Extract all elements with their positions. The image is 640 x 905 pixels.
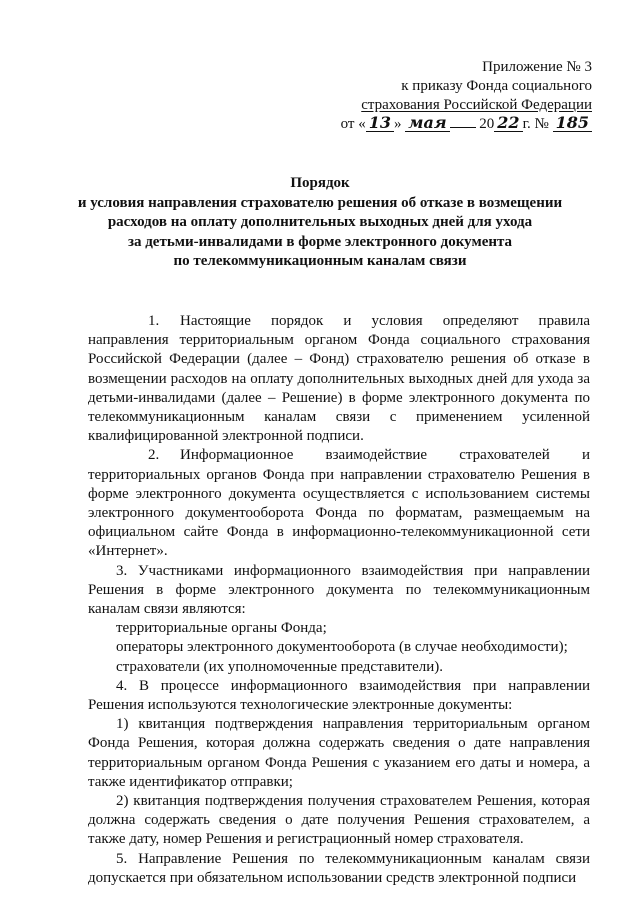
appendix-number: Приложение № 3 bbox=[482, 59, 592, 75]
date-prefix: от « bbox=[340, 116, 366, 132]
paragraph-2 bbox=[88, 446, 590, 561]
title-line-5: по телекоммуникационным каналам связи bbox=[173, 253, 467, 269]
order-number-handwritten: 185 bbox=[553, 115, 592, 132]
date-mid: » bbox=[393, 116, 402, 132]
paragraph-5: 5. Направление Решения по телекоммуникационным каналам связи допускается при обязательном использовании средств электронной подписи bbox=[88, 850, 590, 886]
paragraph-3-item-3: страхователи (их уполномоченные представители). bbox=[116, 658, 444, 675]
paragraph-4: 4. В процессе информационного взаимодействия при направлении Решения используются технологические электронные документы: bbox=[88, 677, 590, 714]
paragraph-4-item-1: 1) квитанция подтверждения направления территориальным органом Фонда Решения, которая должна содержать сведения о дате направления территориальным органом Фонда Решения с указанием его даты и номера, а также идентификатор отправки; bbox=[88, 716, 590, 790]
document-title bbox=[48, 174, 592, 272]
paragraph-2-text: Информационное взаимодействие страхователей и территориальных органов Фонда при направлении страхователю Решения в форме электронного документа осуществляется с использованием системы электронного документооборота Фонда по форматам, размещаемым на официальном сайте Фонда в информационно-телекоммуникационной сети «Интернет». bbox=[88, 447, 590, 560]
paragraph-2-number: 2. bbox=[148, 447, 160, 464]
date-year-handwritten: 22 bbox=[494, 115, 522, 132]
paragraph-3-item-2: операторы электронного документооборота (в случае необходимости); bbox=[116, 639, 568, 656]
title-line-3: расходов на оплату дополнительных выходных дней для ухода bbox=[107, 214, 533, 230]
title-line-2: и условия направления страхователю решения об отказе в возмещении bbox=[77, 194, 563, 211]
paragraph-1-number: 1. bbox=[148, 313, 160, 329]
paragraph-4-item-2: 2) квитанция подтверждения получения страхователем Решения, которая должна содержать сведения о дате получения Решения страхователем, а также дату, номер Решения и регистрационный номер страхователя. bbox=[88, 793, 590, 848]
paragraph-1 bbox=[88, 312, 590, 446]
appendix-order-ref: к приказу Фонда социального bbox=[401, 78, 592, 94]
date-year-end: г. № bbox=[522, 116, 549, 132]
appendix-organization: страхования Российской Федерации bbox=[361, 97, 592, 113]
document-body bbox=[88, 312, 590, 888]
title-line-1: Порядок bbox=[290, 175, 350, 191]
date-month-handwritten: мая bbox=[405, 115, 449, 132]
appendix-date-line bbox=[341, 115, 592, 134]
paragraph-3-item-1: территориальные органы Фонда; bbox=[116, 620, 327, 637]
title-line-4: за детьми-инвалидами в форме электронного документа bbox=[127, 233, 513, 250]
appendix-header bbox=[341, 58, 592, 134]
date-year-prefix: 20 bbox=[479, 116, 495, 132]
date-blank bbox=[450, 127, 476, 128]
date-day-handwritten: 13 bbox=[366, 115, 394, 132]
paragraph-3: 3. Участниками информационного взаимодействия при направлении Решения в форме электронного документа по телекоммуникационным каналам связи являются: bbox=[88, 562, 590, 618]
paragraph-1-text: Настоящие порядок и условия определяют правила направления территориальным органом Фонда социального страхования Российской Федерации (далее – Фонд) страхователю решения об отказе в возмещении расходов на оплату дополнительных выходных дней для ухода за детьми-инвалидами (далее – Решение) в форме электронного документа по телекоммуникационным каналам связи с применением усиленной квалифицированной электронной подписи. bbox=[88, 313, 590, 445]
